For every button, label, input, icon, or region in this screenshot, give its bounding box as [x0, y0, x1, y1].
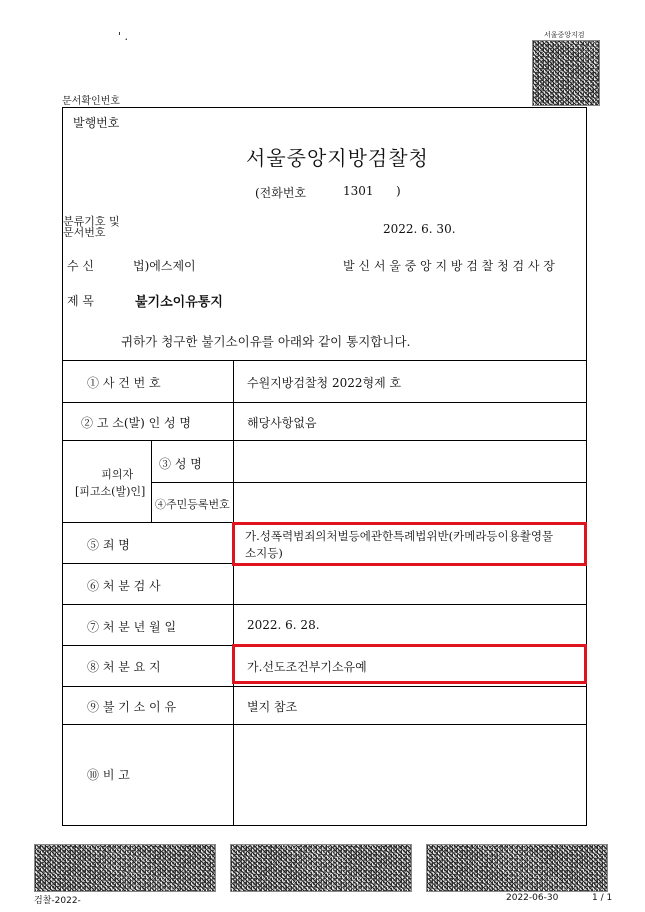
office-name: 서울중앙지방검찰청	[246, 146, 429, 170]
footer-doc-number: 검찰-2022-	[34, 896, 81, 906]
document-barcode-bottom-1	[34, 844, 216, 892]
reason-value: 별지 참조	[247, 700, 298, 714]
complainant-label: ② 고 소(발) 인 성 명	[81, 416, 191, 430]
reason-label: ⑨ 불 기 소 이 유	[87, 700, 177, 714]
document-date: 2022. 6. 30.	[383, 222, 456, 236]
disposition-summary-value: 가.선도조건부기소유예	[247, 660, 367, 674]
document-barcode-top	[532, 40, 600, 106]
disposition-summary-label: ⑧ 처 분 요 지	[87, 660, 161, 674]
doc-confirm-label: 문서확인번호	[62, 96, 120, 107]
top-marks: ' .	[118, 30, 129, 43]
row-line	[63, 604, 586, 605]
case-number-value: 수원지방검찰청 2022형제 호	[247, 376, 402, 390]
complainant-value: 해당사항없음	[247, 416, 317, 430]
subject-value: 불기소이유통지	[135, 295, 223, 310]
intro-text: 귀하가 청구한 불기소이유를 아래와 같이 통지합니다.	[121, 334, 411, 349]
footer-page: 1 / 1	[592, 893, 613, 903]
disposition-highlight-box	[232, 644, 587, 684]
suspect-group-label: 피의자 [피고소(발)인]	[75, 468, 146, 498]
charge-value: 가.성폭력범죄의처벌등에관한특례법위반(카메라등이용촬영물 소지등)	[245, 529, 554, 560]
row-line	[151, 482, 586, 483]
column-divider	[233, 360, 234, 825]
subject-label: 제 목	[67, 294, 94, 308]
phone-number: 1301	[343, 184, 374, 198]
prosecutor-label: ⑥ 처 분 검 사	[87, 579, 161, 593]
charge-label: ⑤ 죄 명	[87, 538, 130, 552]
suspect-name-label: ③ 성 명	[159, 457, 202, 471]
row-line	[63, 724, 586, 725]
table-top-line	[63, 360, 586, 361]
recipient-value: 법)에스제이	[133, 259, 196, 273]
row-line	[63, 402, 586, 403]
phone-label: (전화번호	[255, 186, 307, 200]
disposition-date-value: 2022. 6. 28.	[247, 618, 320, 632]
document-barcode-bottom-3	[426, 844, 608, 892]
row-line	[63, 686, 586, 687]
suspect-divider	[151, 440, 152, 522]
charge-highlight-box	[232, 522, 587, 566]
phone-close: )	[396, 184, 401, 198]
disposition-date-label: ⑦ 처 분 년 월 일	[87, 620, 177, 634]
row-line	[63, 440, 586, 441]
notice-form	[62, 107, 587, 826]
stamp-label: 서울중앙지검	[544, 31, 585, 39]
footer-date: 2022-06-30	[506, 893, 559, 903]
document-barcode-bottom-2	[230, 844, 412, 892]
issue-number-label: 발행번호	[73, 116, 120, 130]
classification-label: 분류기호 및 문서번호	[63, 215, 120, 239]
recipient-label: 수 신	[67, 259, 94, 273]
remarks-label: ⑩ 비 고	[87, 768, 130, 782]
sender: 발 신 서 울 중 앙 지 방 검 찰 청 검 사 장	[343, 259, 555, 273]
suspect-id-label: ④주민등록번호	[155, 498, 230, 511]
case-number-label: ① 사 건 번 호	[87, 376, 161, 390]
